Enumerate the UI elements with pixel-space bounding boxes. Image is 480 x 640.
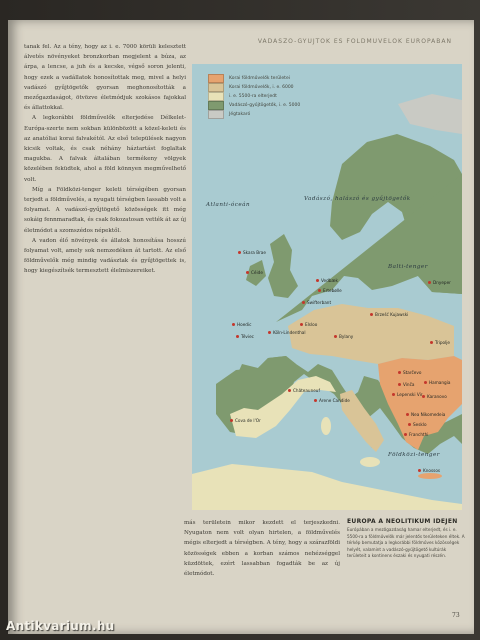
- site-marker: [406, 412, 445, 417]
- site-marker: [424, 380, 450, 385]
- europe-neolithic-map: [192, 64, 462, 510]
- legend-label: Korai földművelők területei: [229, 76, 290, 81]
- page-number: 73: [452, 612, 460, 619]
- site-dot: [398, 383, 401, 386]
- site-dot: [424, 381, 427, 384]
- site-dot: [430, 341, 433, 344]
- site-dot: [246, 271, 249, 274]
- label-mediterranean: Földközi-tenger: [388, 452, 440, 458]
- site-marker: [418, 468, 440, 473]
- watermark: Antikvarium.hu: [6, 619, 115, 633]
- site-marker: [316, 278, 338, 283]
- sardinia-island: [321, 417, 331, 435]
- site-label: Hoedic: [237, 322, 252, 327]
- site-label: Starčevo: [403, 370, 422, 375]
- paragraph: tanak fel. Az a tény, hogy az i. e. 7000 körüli kelesztett álvetés növényeket bronzkorban megjelent a búza, az árpa, a lencse, a juh és a kecske, végső soron jelenti, hogy ezek a vadállatok honosítottak meg, mivel a helyi vadászó gyűjtögetők gyorsan meghonosították a mezőgazdaságot, ötvözve életmódjuk szokásos fajokkal és állattokkal.: [24, 44, 186, 112]
- paragraph: A legkorábbi földművelők elterjedése Délkelet-Európa-szerte nem sokban különbözött a közel-keleti és az anatóliai korai falvakétól. Az első települések nagyon kicsik voltak, és csak néhány háztartást foglaltak magukba. A falvak általában termékeny völgyek közelében feküdtek, ahol a föld könnyen megművelhető volt.: [24, 115, 186, 183]
- site-label: Vedbæk: [321, 278, 338, 283]
- site-dot: [316, 279, 319, 282]
- site-dot: [232, 323, 235, 326]
- legend-entry: [208, 83, 338, 92]
- legend-entry: [208, 110, 338, 119]
- caption-body: Európában a mezőgazdaság hamar elterjedt, és i. e. 5500-ra a földművelők már jelentős területeken éltek. A térkép bemutatja a legkorábbi földműves közösségek helyét, valamint a vadászó-gyűjtögető kultúrák területeit a kontinens északi és nyugati részén.: [347, 527, 465, 559]
- site-marker: [318, 288, 342, 293]
- site-marker: [246, 270, 263, 275]
- legend-swatch: [208, 74, 224, 83]
- site-dot: [334, 335, 337, 338]
- site-label: Sesklo: [413, 422, 427, 427]
- site-dot: [428, 281, 431, 284]
- site-label: Céide: [251, 270, 263, 275]
- site-marker: [428, 280, 451, 285]
- site-label: Swifterbant: [307, 300, 332, 305]
- main-text-column: [24, 42, 186, 618]
- site-marker: [300, 322, 317, 327]
- running-header: VADÁSZÓ-GYŰJTŐK ÉS FÖLDMŰVELŐK EURÓPÁBAN: [257, 38, 452, 45]
- label-baltic: Balti-tenger: [388, 264, 428, 270]
- paragraph: más területein mikor kezdett el terjeszkedni. Nyugaton nem volt olyan hirtelen, a földművelés mégis elterjedt a térségben. A tény, hogy a szárazföldi közösségek ebben a korban számos nehézséggel küzdöttek, ezért lassabban fogadták be az új életmódot.: [184, 520, 340, 578]
- site-dot: [404, 433, 407, 436]
- site-dot: [268, 331, 271, 334]
- paragraph: Míg a Földközi-tenger keleti térségében gyorsan terjedt a földművelés, a nyugati térségben lassabb volt a folyamat. A vadászó-gyűjtögető közösségek itt még sokáig fennmaradtak, és csak fokozatosan vették át az új életmódot a szomszédos népektől.: [24, 186, 186, 234]
- legend-swatch: [208, 92, 224, 101]
- label-atlantic: Atlanti-óceán: [206, 202, 251, 208]
- lower-text-column: [184, 518, 340, 618]
- book-page: [8, 20, 474, 634]
- legend-entry: [208, 101, 338, 110]
- site-label: Arene Candide: [319, 398, 350, 403]
- legend-swatch: [208, 101, 224, 110]
- site-marker: [398, 370, 421, 375]
- site-label: Châteauneuf: [293, 388, 320, 393]
- caption-title: EURÓPA A NEOLITIKUM IDEJÉN: [347, 518, 458, 525]
- site-label: Nea Nikomedeia: [411, 412, 446, 417]
- site-dot: [418, 469, 421, 472]
- site-dot: [408, 423, 411, 426]
- site-marker: [238, 250, 266, 255]
- site-label: Bylany: [339, 334, 354, 339]
- site-label: Dnyeper: [433, 280, 451, 285]
- site-dot: [238, 251, 241, 254]
- site-dot: [302, 301, 305, 304]
- site-label: Knossos: [423, 468, 441, 473]
- site-marker: [268, 330, 306, 335]
- site-marker: [392, 392, 422, 397]
- legend-entry: [208, 92, 338, 101]
- site-label: Franchthi: [409, 432, 429, 437]
- site-marker: [404, 432, 428, 437]
- legend-swatch: [208, 83, 224, 92]
- site-marker: [370, 312, 408, 317]
- site-dot: [370, 313, 373, 316]
- map-legend: [208, 74, 338, 119]
- map-drawing: [192, 64, 462, 510]
- site-marker: [314, 398, 350, 403]
- site-marker: [232, 322, 251, 327]
- site-marker: [230, 418, 261, 423]
- site-dot: [230, 419, 233, 422]
- site-label: Lepenski Vir: [397, 392, 423, 397]
- site-marker: [430, 340, 450, 345]
- site-label: Téviec: [241, 334, 254, 339]
- site-marker: [288, 388, 320, 393]
- site-dot: [300, 323, 303, 326]
- site-dot: [318, 289, 321, 292]
- site-dot: [236, 335, 239, 338]
- label-hunters: Vadászó, halászó és gyűjtögetők: [304, 196, 411, 202]
- site-label: Brześć Kujawski: [375, 312, 409, 317]
- map-caption: [347, 518, 465, 608]
- site-label: Tripolje: [435, 340, 450, 345]
- site-dot: [406, 413, 409, 416]
- site-marker: [422, 394, 447, 399]
- crete-island: [418, 473, 442, 479]
- site-dot: [398, 371, 401, 374]
- legend-label: Vadászó-gyűjtögetők, i. e. 5000: [229, 103, 301, 108]
- site-marker: [398, 382, 414, 387]
- site-label: Karanovo: [427, 394, 447, 399]
- site-label: Vinča: [403, 382, 415, 387]
- site-marker: [302, 300, 331, 305]
- legend-label: Korai földművelők, i. e. 6000: [229, 85, 294, 90]
- britain-landmass: [268, 234, 298, 298]
- paragraph: A vadon élő növények és állatok honosítása hosszú folyamat volt, amely sok nemzedéken át tartott. Az első földművelők még mindig vadásztak és gyűjtögettek is, hogy kiegészítsék termesztett élelmiszereiket.: [24, 237, 186, 275]
- site-marker: [408, 422, 427, 427]
- site-marker: [334, 334, 353, 339]
- site-dot: [392, 393, 395, 396]
- site-dot: [288, 389, 291, 392]
- sicily-island: [360, 457, 380, 467]
- legend-swatch: [208, 110, 224, 119]
- site-label: Cova de l'Or: [235, 418, 261, 423]
- site-label: Skara Brae: [243, 250, 266, 255]
- ice-region: [398, 94, 462, 134]
- site-marker: [236, 334, 254, 339]
- legend-label: Jégtakaró: [229, 112, 251, 117]
- site-dot: [314, 399, 317, 402]
- legend-entry: [208, 74, 338, 83]
- site-label: Elsloo: [305, 322, 318, 327]
- site-label: Ertebølle: [323, 288, 342, 293]
- legend-label: i. e. 5500-ra elterjedt: [229, 94, 277, 99]
- site-label: Köln-Lindenthal: [273, 330, 306, 335]
- site-label: Hamangia: [429, 380, 451, 385]
